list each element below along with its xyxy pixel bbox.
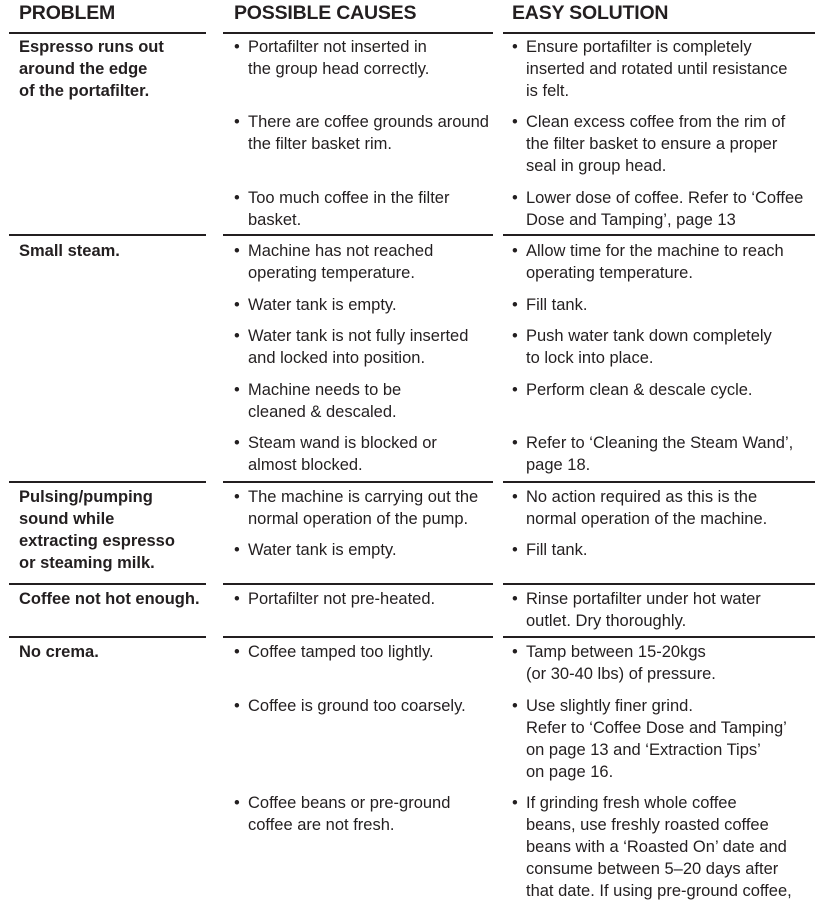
problem-text: sound while: [19, 510, 115, 528]
bullet-icon: •: [512, 242, 518, 260]
solution-line: [512, 379, 753, 401]
cause-text: the group head correctly.: [248, 60, 430, 78]
solution-text: Lower dose of coffee. Refer to ‘Coffee: [526, 189, 804, 207]
bullet-icon: •: [512, 327, 518, 345]
solution-line: [512, 133, 777, 155]
problem-text: Coffee not hot enough.: [19, 590, 200, 608]
solution-line: [512, 187, 803, 209]
bullet-icon: •: [234, 590, 240, 608]
cause-line: [234, 111, 489, 133]
solution-line: [512, 761, 613, 783]
solution-line: [512, 836, 787, 858]
solution-text: Ensure portafilter is completely: [526, 38, 752, 56]
solution-line: [512, 454, 590, 476]
row-divider: [503, 583, 815, 585]
bullet-icon: •: [512, 590, 518, 608]
solution-text: Clean excess coffee from the rim of: [526, 113, 786, 131]
solution-line: [512, 792, 737, 814]
bullet-icon: •: [234, 488, 240, 506]
bullet-icon: •: [512, 189, 518, 207]
solution-text: beans with a ‘Roasted On’ date and: [526, 838, 787, 856]
solution-line: [512, 432, 793, 454]
solution-line: [512, 717, 787, 739]
solution-text: Allow time for the machine to reach: [526, 242, 784, 260]
cause-text: The machine is carrying out the: [248, 488, 479, 506]
solution-text: Tamp between 15-20kgs: [526, 643, 706, 661]
cause-line: [234, 347, 425, 369]
bullet-icon: •: [512, 697, 518, 715]
problem-text: No crema.: [19, 643, 99, 661]
cause-text: Coffee tamped too lightly.: [248, 643, 434, 661]
solution-line: [512, 347, 654, 369]
bullet-icon: •: [234, 541, 240, 559]
problem-text: extracting espresso: [19, 532, 175, 550]
bullet-icon: •: [512, 794, 518, 812]
solution-text: inserted and rotated until resistance: [526, 60, 788, 78]
row-divider: [503, 636, 815, 638]
solution-text: on page 16.: [526, 763, 614, 781]
cause-line: [234, 36, 427, 58]
cause-text: cleaned & descaled.: [248, 403, 397, 421]
cause-line: [234, 262, 415, 284]
solution-line: [512, 325, 772, 347]
cause-text: almost blocked.: [248, 456, 363, 474]
row-divider: [223, 32, 493, 34]
problem-text: Small steam.: [19, 242, 120, 260]
cause-line: [234, 588, 435, 610]
row-divider: [503, 481, 815, 483]
cause-text: Water tank is empty.: [248, 541, 397, 559]
cause-text: Water tank is not fully inserted: [248, 327, 469, 345]
cause-line: [234, 432, 437, 454]
cause-text: Coffee is ground too coarsely.: [248, 697, 466, 715]
cause-line: [234, 814, 394, 836]
bullet-icon: •: [234, 794, 240, 812]
bullet-icon: •: [512, 541, 518, 559]
solution-text: Fill tank.: [526, 296, 588, 314]
cause-text: the filter basket rim.: [248, 135, 392, 153]
solution-line: [512, 880, 792, 902]
solution-text: No action required as this is the: [526, 488, 758, 506]
solution-line: [512, 610, 686, 632]
cause-text: Too much coffee in the filter: [248, 189, 450, 207]
cause-text: Portafilter not pre-heated.: [248, 590, 436, 608]
row-divider: [223, 481, 493, 483]
solution-text: If grinding fresh whole coffee: [526, 794, 737, 812]
solution-line: [512, 486, 757, 508]
causes-column-header: POSSIBLE CAUSES: [234, 2, 417, 24]
solution-text: Refer to ‘Cleaning the Steam Wand’,: [526, 434, 794, 452]
cause-text: Steam wand is blocked or: [248, 434, 437, 452]
solution-text: Dose and Tamping’, page 13: [526, 211, 736, 229]
problem-column-header: PROBLEM: [19, 2, 116, 24]
row-divider: [9, 636, 206, 638]
cause-text: Machine has not reached: [248, 242, 434, 260]
bullet-icon: •: [234, 697, 240, 715]
cause-line: [234, 58, 429, 80]
solution-text: that date. If using pre-ground coffee,: [526, 882, 792, 900]
row-divider: [9, 481, 206, 483]
cause-text: Coffee beans or pre-ground: [248, 794, 451, 812]
cause-line: [234, 240, 433, 262]
solution-text: Push water tank down completely: [526, 327, 772, 345]
solution-line: [512, 209, 736, 231]
solution-text: beans, use freshly roasted coffee: [526, 816, 769, 834]
solution-text: consume between 5–20 days after: [526, 860, 779, 878]
bullet-icon: •: [234, 381, 240, 399]
solution-text: Rinse portafilter under hot water: [526, 590, 761, 608]
solution-text: page 18.: [526, 456, 591, 474]
cause-line: [234, 379, 401, 401]
solution-text: Use slightly finer grind.: [526, 697, 693, 715]
cause-text: There are coffee grounds around: [248, 113, 489, 131]
solution-line: [512, 508, 767, 530]
cause-line: [234, 401, 397, 423]
row-divider: [223, 583, 493, 585]
bullet-icon: •: [234, 434, 240, 452]
cause-line: [234, 695, 466, 717]
problem-text: or steaming milk.: [19, 554, 155, 572]
solution-line: [512, 262, 693, 284]
solution-text: on page 13 and ‘Extraction Tips’: [526, 741, 761, 759]
bullet-icon: •: [512, 488, 518, 506]
row-divider: [9, 583, 206, 585]
solution-line: [512, 111, 785, 133]
problem-text: Espresso runs out: [19, 38, 164, 56]
solution-line: [512, 858, 778, 880]
solution-text: (or 30-40 lbs) of pressure.: [526, 665, 716, 683]
solution-line: [512, 294, 587, 316]
cause-line: [234, 539, 397, 561]
cause-text: Portafilter not inserted in: [248, 38, 427, 56]
cause-line: [234, 209, 301, 231]
bullet-icon: •: [234, 643, 240, 661]
solution-text: Fill tank.: [526, 541, 588, 559]
solution-line: [512, 663, 716, 685]
bullet-icon: •: [234, 113, 240, 131]
cause-text: Water tank is empty.: [248, 296, 397, 314]
bullet-icon: •: [512, 38, 518, 56]
cause-text: and locked into position.: [248, 349, 426, 367]
solution-line: [512, 36, 752, 58]
cause-line: [234, 641, 434, 663]
solution-line: [512, 695, 693, 717]
problem-text: of the portafilter.: [19, 82, 150, 100]
row-divider: [9, 234, 206, 236]
solution-line: [512, 240, 784, 262]
cause-line: [234, 486, 478, 508]
bullet-icon: •: [234, 296, 240, 314]
bullet-icon: •: [512, 434, 518, 452]
solution-text: normal operation of the machine.: [526, 510, 768, 528]
solution-line: [512, 739, 761, 761]
cause-line: [234, 792, 450, 814]
solution-line: [512, 539, 587, 561]
bullet-icon: •: [234, 327, 240, 345]
solution-text: to lock into place.: [526, 349, 654, 367]
solution-text: outlet. Dry thoroughly.: [526, 612, 687, 630]
row-divider: [503, 32, 815, 34]
bullet-icon: •: [234, 189, 240, 207]
cause-line: [234, 294, 397, 316]
cause-line: [234, 187, 449, 209]
cause-line: [234, 133, 392, 155]
problem-text: around the edge: [19, 60, 148, 78]
bullet-icon: •: [512, 643, 518, 661]
solution-line: [512, 80, 569, 102]
solution-text: seal in group head.: [526, 157, 667, 175]
bullet-icon: •: [512, 381, 518, 399]
cause-line: [234, 508, 468, 530]
solution-text: operating temperature.: [526, 264, 693, 282]
cause-line: [234, 325, 468, 347]
bullet-icon: •: [512, 113, 518, 131]
solution-line: [512, 155, 666, 177]
table-header: [0, 0, 825, 30]
cause-text: operating temperature.: [248, 264, 415, 282]
solution-column-header: EASY SOLUTION: [512, 2, 669, 24]
bullet-icon: •: [234, 38, 240, 56]
solution-text: Refer to ‘Coffee Dose and Tamping’: [526, 719, 787, 737]
bullet-icon: •: [512, 296, 518, 314]
solution-text: is felt.: [526, 82, 570, 100]
cause-text: coffee are not fresh.: [248, 816, 395, 834]
cause-text: basket.: [248, 211, 302, 229]
solution-line: [512, 814, 769, 836]
cause-line: [234, 454, 363, 476]
cause-text: Machine needs to be: [248, 381, 402, 399]
solution-line: [512, 588, 761, 610]
solution-line: [512, 641, 706, 663]
solution-text: Perform clean & descale cycle.: [526, 381, 753, 399]
row-divider: [503, 234, 815, 236]
solution-line: [512, 58, 787, 80]
row-divider: [9, 32, 206, 34]
row-divider: [223, 234, 493, 236]
row-divider: [223, 636, 493, 638]
problem-text: Pulsing/pumping: [19, 488, 153, 506]
bullet-icon: •: [234, 242, 240, 260]
cause-text: normal operation of the pump.: [248, 510, 469, 528]
solution-text: the filter basket to ensure a proper: [526, 135, 778, 153]
